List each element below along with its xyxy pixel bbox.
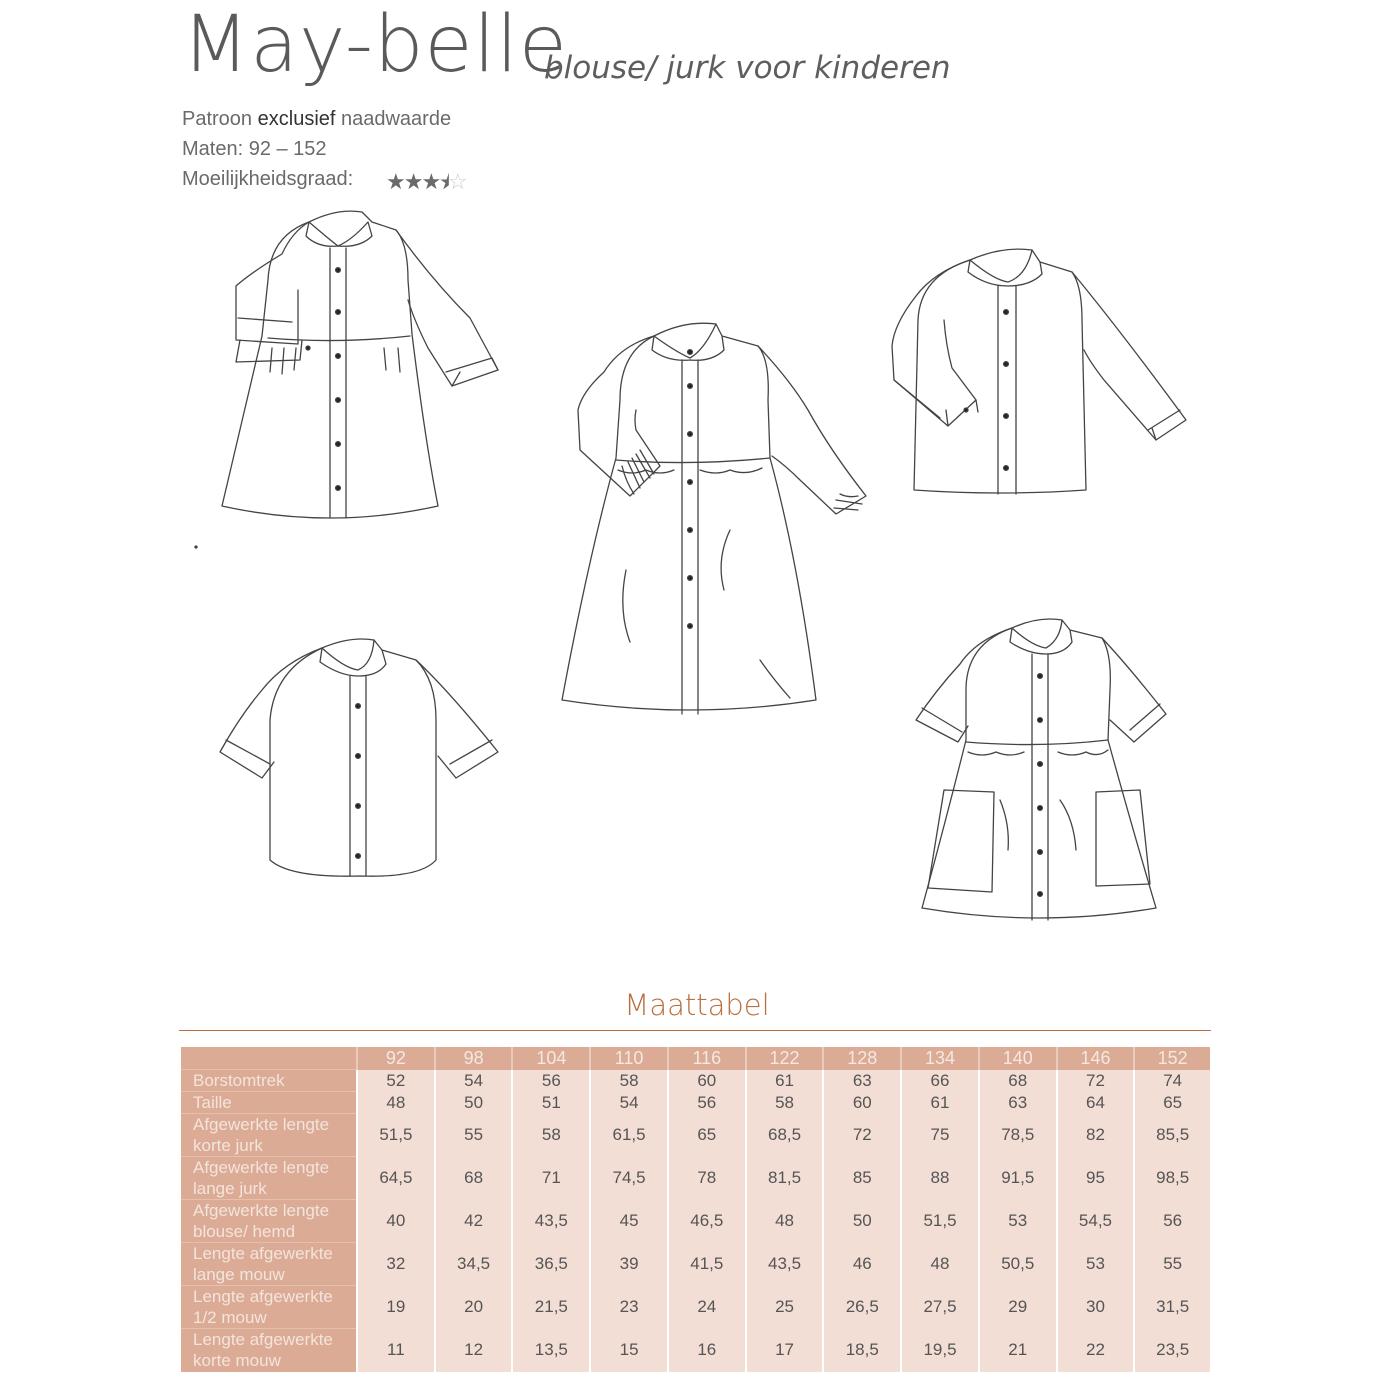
table-cell: 24: [668, 1286, 746, 1329]
size-header-116: 116: [668, 1047, 746, 1070]
row-label: [181, 1092, 357, 1114]
table-row: [181, 1200, 1210, 1243]
table-cell: 43,5: [512, 1200, 590, 1243]
table-cell: 72: [823, 1114, 901, 1157]
table-cell: 11: [357, 1329, 435, 1372]
table-cell: 78: [668, 1157, 746, 1200]
table-cell: 68: [435, 1157, 513, 1200]
table-cell: 64,5: [357, 1157, 435, 1200]
row-label-line: 1/2 mouw: [193, 1308, 267, 1327]
table-row: [181, 1070, 1210, 1092]
table-cell: 98,5: [1134, 1157, 1210, 1200]
row-label-line: Lengte afgewerkte: [193, 1330, 333, 1350]
table-row: [181, 1286, 1210, 1329]
table-cell: 52: [357, 1070, 435, 1092]
table-cell: 22: [1057, 1329, 1135, 1372]
long-dress-gathered-cuff-illustration: [562, 323, 866, 714]
size-header-104: 104: [512, 1047, 590, 1070]
table-cell: 61: [746, 1070, 824, 1092]
table-cell: 58: [590, 1070, 668, 1092]
size-header-146: 146: [1057, 1047, 1135, 1070]
row-label-line: blouse/ hemd: [193, 1222, 296, 1241]
table-cell: 61,5: [590, 1114, 668, 1157]
row-label: [181, 1157, 357, 1200]
table-cell: 48: [901, 1243, 979, 1286]
row-label-line: lange jurk: [193, 1179, 267, 1198]
table-cell: 16: [668, 1329, 746, 1372]
size-table-title: Maattabel: [624, 988, 770, 1022]
size-header-92: 92: [357, 1047, 435, 1070]
row-label-line: Afgewerkte lengte: [193, 1115, 330, 1134]
size-header-110: 110: [590, 1047, 668, 1070]
table-cell: 95: [1057, 1157, 1135, 1200]
table-cell: 64: [1057, 1092, 1135, 1114]
sizes-range: Maten: 92 – 152: [182, 138, 327, 160]
table-cell: 68,5: [746, 1114, 824, 1157]
table-cell: 21,5: [512, 1286, 590, 1329]
table-cell: 78,5: [979, 1114, 1057, 1157]
table-cell: 60: [823, 1092, 901, 1114]
row-label-line: Afgewerkte lengte: [193, 1201, 330, 1220]
table-cell: 74: [1134, 1070, 1210, 1092]
table-cell: 85: [823, 1157, 901, 1200]
table-cell: 71: [512, 1157, 590, 1200]
table-cell: 68: [979, 1070, 1057, 1092]
table-cell: 18,5: [823, 1329, 901, 1372]
table-row: [181, 1092, 1210, 1114]
row-label-line: Lengte afgewerkte: [193, 1244, 333, 1263]
table-cell: 54,5: [1057, 1200, 1135, 1243]
table-cell: 34,5: [435, 1243, 513, 1286]
table-cell: 81,5: [746, 1157, 824, 1200]
table-cell: 12: [435, 1329, 513, 1372]
table-row: [181, 1243, 1210, 1286]
table-cell: 88: [901, 1157, 979, 1200]
table-cell: 46: [823, 1243, 901, 1286]
table-cell: 19,5: [901, 1329, 979, 1372]
table-cell: 36,5: [512, 1243, 590, 1286]
table-cell: 13,5: [512, 1329, 590, 1372]
star-full-icon: ★: [421, 170, 440, 195]
table-cell: 50: [823, 1200, 901, 1243]
table-cell: 56: [1134, 1200, 1210, 1243]
table-cell: 58: [512, 1114, 590, 1157]
size-header-row: [181, 1047, 1210, 1070]
size-header-98: 98: [435, 1047, 513, 1070]
blouse-long-sleeve-illustration: [892, 249, 1186, 494]
table-cell: 25: [746, 1286, 824, 1329]
table-cell: 42: [435, 1200, 513, 1243]
table-cell: 74,5: [590, 1157, 668, 1200]
table-cell: 61: [901, 1092, 979, 1114]
table-row: [181, 1157, 1210, 1200]
row-label-line: korte jurk: [193, 1136, 263, 1155]
pattern-bold: exclusief: [257, 108, 336, 130]
size-header-128: 128: [823, 1047, 901, 1070]
table-cell: 48: [746, 1200, 824, 1243]
size-header-152: 152: [1134, 1047, 1210, 1070]
table-cell: 27,5: [901, 1286, 979, 1329]
row-label: [181, 1243, 357, 1286]
table-cell: 43,5: [746, 1243, 824, 1286]
row-label-line: korte mouw: [193, 1351, 281, 1371]
table-cell: 50,5: [979, 1243, 1057, 1286]
table-cell: 51,5: [901, 1200, 979, 1243]
table-cell: 32: [357, 1243, 435, 1286]
row-label: [181, 1286, 357, 1329]
row-label: [181, 1114, 357, 1157]
star-full-icon: ★: [386, 170, 404, 195]
table-cell: 60: [668, 1070, 746, 1092]
table-cell: 54: [435, 1070, 513, 1092]
table-cell: 39: [590, 1243, 668, 1286]
table-cell: 54: [590, 1092, 668, 1114]
table-cell: 40: [357, 1200, 435, 1243]
row-label-line: lange mouw: [193, 1265, 285, 1284]
table-cell: 46,5: [668, 1200, 746, 1243]
pattern-prefix: Patroon: [182, 108, 253, 130]
table-cell: 45: [590, 1200, 668, 1243]
page-title: May-belle: [182, 0, 568, 90]
table-cell: 51: [512, 1092, 590, 1114]
row-label-line: Lengte afgewerkte: [193, 1287, 333, 1306]
star-half-icon: ⯨: [439, 170, 448, 194]
table-cell: 55: [435, 1114, 513, 1157]
short-dress-pockets-illustration: [916, 619, 1166, 920]
table-cell: 66: [901, 1070, 979, 1092]
table-cell: 65: [1134, 1092, 1210, 1114]
row-label-line: Borstomtrek: [193, 1071, 285, 1090]
table-cell: 23: [590, 1286, 668, 1329]
blouse-half-sleeve-illustration: [220, 639, 498, 876]
size-header-140: 140: [979, 1047, 1057, 1070]
row-label-line: Taille: [193, 1093, 232, 1112]
table-cell: 63: [823, 1070, 901, 1092]
table-cell: 55: [1134, 1243, 1210, 1286]
table-cell: 91,5: [979, 1157, 1057, 1200]
short-dress-long-sleeve-illustration: [195, 211, 498, 548]
table-cell: 19: [357, 1286, 435, 1329]
star-full-icon: ★: [403, 170, 422, 195]
size-header-122: 122: [746, 1047, 824, 1070]
row-label: [181, 1070, 357, 1092]
table-cell: 58: [746, 1092, 824, 1114]
table-cell: 21: [979, 1329, 1057, 1372]
table-cell: 41,5: [668, 1243, 746, 1286]
table-cell: 48: [357, 1092, 435, 1114]
table-cell: 51,5: [357, 1114, 435, 1157]
difficulty-label: Moeilijkheidsgraad:: [182, 168, 354, 190]
table-cell: 17: [746, 1329, 824, 1372]
size-table-body: [181, 1070, 1210, 1372]
table-cell: 26,5: [823, 1286, 901, 1329]
header-corner: [181, 1047, 357, 1070]
table-row: [181, 1114, 1210, 1157]
table-cell: 50: [435, 1092, 513, 1114]
table-cell: 20: [435, 1286, 513, 1329]
table-cell: 56: [512, 1070, 590, 1092]
table-cell: 82: [1057, 1114, 1135, 1157]
table-row: [181, 1329, 1210, 1372]
size-table: [181, 1047, 1210, 1372]
pattern-suffix: naadwaarde: [341, 108, 452, 130]
table-cell: 31,5: [1134, 1286, 1210, 1329]
row-label-line: Afgewerkte lengte: [193, 1158, 330, 1177]
table-cell: 29: [979, 1286, 1057, 1329]
table-cell: 53: [979, 1200, 1057, 1243]
table-cell: 63: [979, 1092, 1057, 1114]
table-cell: 72: [1057, 1070, 1135, 1092]
table-cell: 75: [901, 1114, 979, 1157]
table-cell: 15: [590, 1329, 668, 1372]
star-empty-icon: ☆: [447, 170, 466, 195]
row-label: [181, 1200, 357, 1243]
title-divider: [179, 1030, 1211, 1031]
size-header-134: 134: [901, 1047, 979, 1070]
table-cell: 23,5: [1134, 1329, 1210, 1372]
page-subtitle: blouse/ jurk voor kinderen: [544, 50, 951, 86]
table-cell: 30: [1057, 1286, 1135, 1329]
table-cell: 85,5: [1134, 1114, 1210, 1157]
row-label: [181, 1329, 357, 1372]
table-cell: 65: [668, 1114, 746, 1157]
table-cell: 56: [668, 1092, 746, 1114]
table-cell: 53: [1057, 1243, 1135, 1286]
